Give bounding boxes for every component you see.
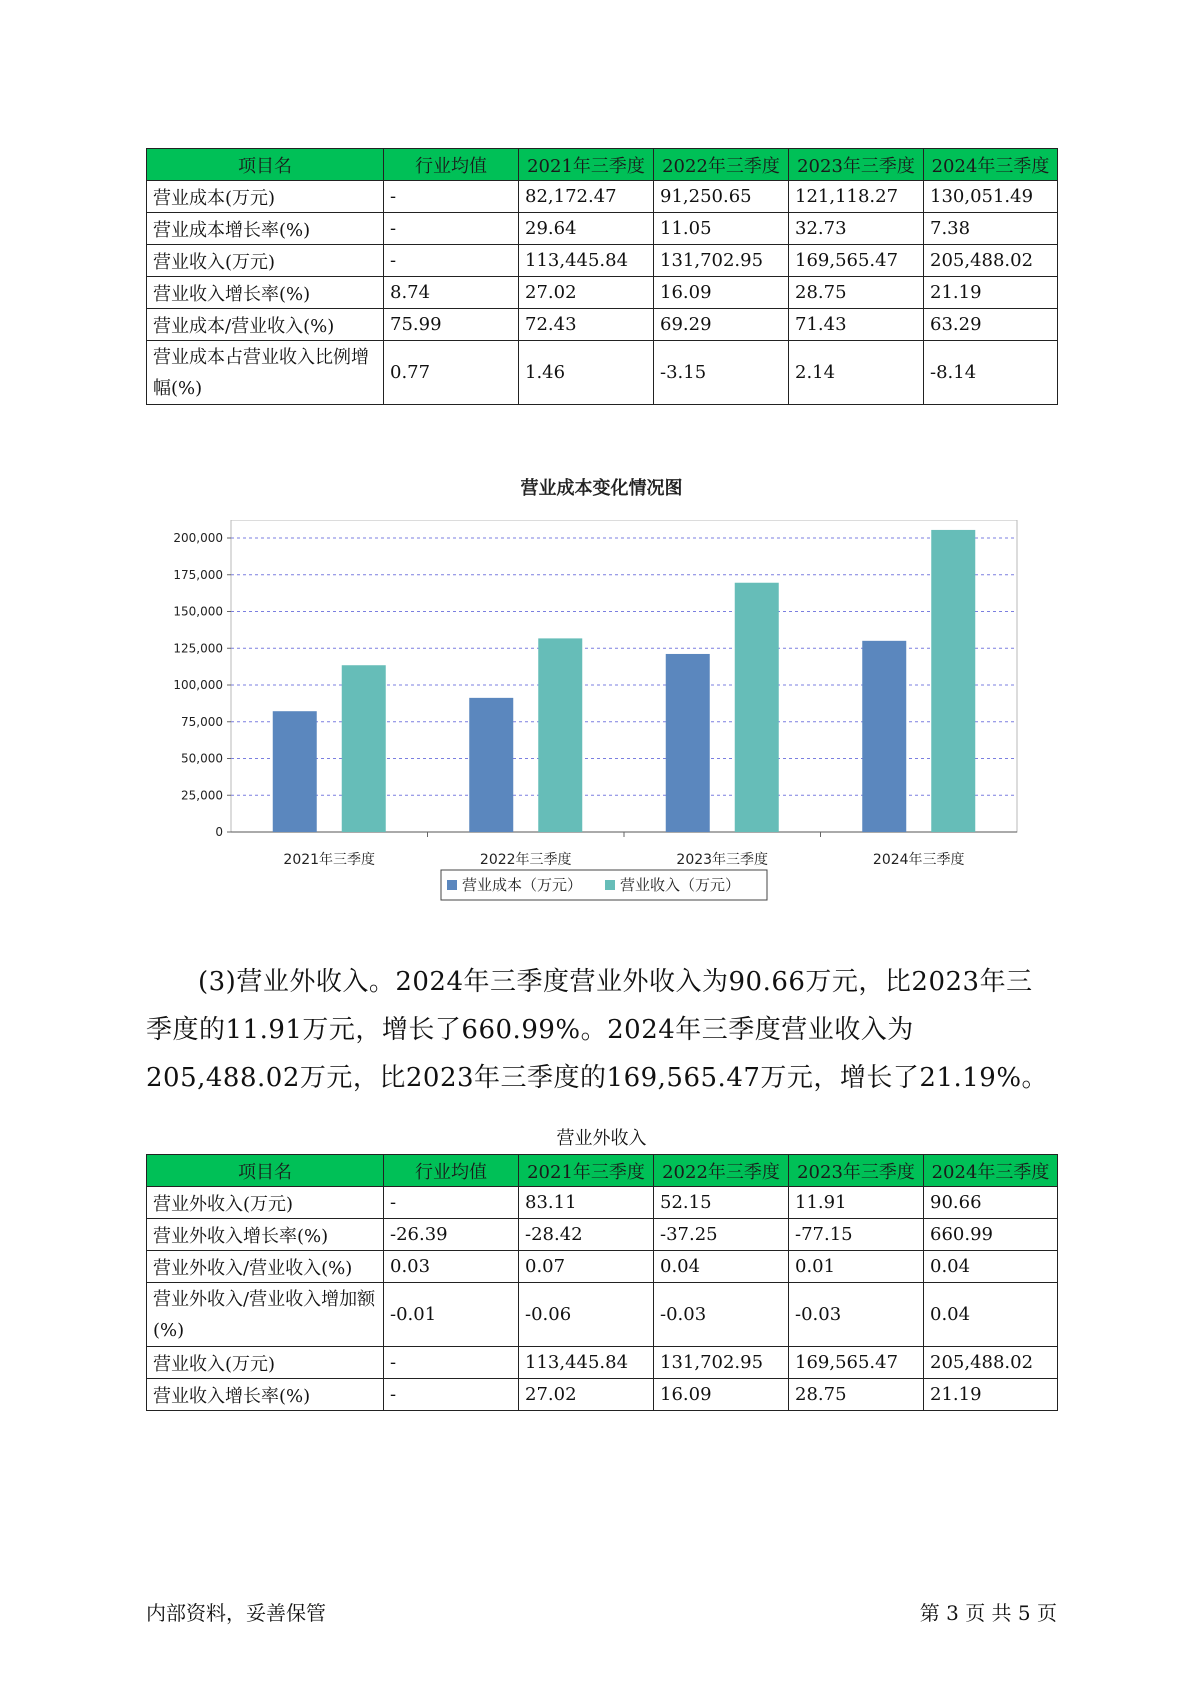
table-cell: 69.29 bbox=[654, 309, 789, 341]
table-cell: 0.07 bbox=[519, 1251, 654, 1283]
table-cell: 营业成本占营业收入比例增幅(%) bbox=[147, 341, 384, 405]
table-cell: 1.46 bbox=[519, 341, 654, 405]
table-cell: - bbox=[384, 1379, 519, 1411]
header-cell: 行业均值 bbox=[384, 1155, 519, 1187]
table-cell: 27.02 bbox=[519, 1379, 654, 1411]
table-cell: -37.25 bbox=[654, 1219, 789, 1251]
table-cell: 52.15 bbox=[654, 1187, 789, 1219]
table-cell: 0.03 bbox=[384, 1251, 519, 1283]
table-cell: 113,445.84 bbox=[519, 245, 654, 277]
cost-table bbox=[146, 148, 1058, 405]
table-cell: 28.75 bbox=[789, 1379, 924, 1411]
header-cell: 2021年三季度 bbox=[519, 149, 654, 181]
header-cell: 2022年三季度 bbox=[654, 149, 789, 181]
table-cell: 205,488.02 bbox=[924, 1347, 1058, 1379]
table-cell: - bbox=[384, 181, 519, 213]
table-cell: 131,702.95 bbox=[654, 1347, 789, 1379]
bar-revenue-2 bbox=[538, 638, 582, 832]
table-row bbox=[147, 181, 1058, 213]
bar-cost-1 bbox=[273, 711, 317, 832]
chart-title: 营业成本变化情况图 bbox=[520, 478, 683, 499]
table-cell: 131,702.95 bbox=[654, 245, 789, 277]
table-cell: 营业收入增长率(%) bbox=[147, 277, 384, 309]
x-axis-ticks bbox=[283, 832, 964, 868]
table-cell: 营业收入(万元) bbox=[147, 1347, 384, 1379]
table-caption: 营业外收入 bbox=[556, 1128, 647, 1149]
y-tick-label: 100,000 bbox=[173, 678, 223, 692]
y-tick-label: 25,000 bbox=[181, 788, 223, 803]
table-cell: 91,250.65 bbox=[654, 181, 789, 213]
table-cell: 0.77 bbox=[384, 341, 519, 405]
legend-label: 营业成本（万元） bbox=[462, 876, 583, 894]
table-cell: 83.11 bbox=[519, 1187, 654, 1219]
header-cell: 项目名 bbox=[147, 149, 384, 181]
y-tick-label: 0 bbox=[215, 825, 223, 839]
table-cell: 0.04 bbox=[924, 1251, 1058, 1283]
header-cell: 2024年三季度 bbox=[924, 1155, 1058, 1187]
bar-cost-3 bbox=[666, 654, 710, 832]
table-cell: 29.64 bbox=[519, 213, 654, 245]
bar-cost-2 bbox=[469, 698, 513, 832]
table-cell: 660.99 bbox=[924, 1219, 1058, 1251]
table-cell: 2.14 bbox=[789, 341, 924, 405]
table-cell: 16.09 bbox=[654, 1379, 789, 1411]
header-cell: 2023年三季度 bbox=[789, 149, 924, 181]
table-cell: 营业收入(万元) bbox=[147, 245, 384, 277]
table-cell: 169,565.47 bbox=[789, 1347, 924, 1379]
footer-confidential-note: 内部资料，妥善保管 bbox=[146, 1601, 326, 1625]
y-tick-label: 125,000 bbox=[173, 641, 223, 656]
bar-cost-4 bbox=[862, 641, 906, 832]
table-cell: 72.43 bbox=[519, 309, 654, 341]
header-cell: 2022年三季度 bbox=[654, 1155, 789, 1187]
header-cell: 2024年三季度 bbox=[924, 149, 1058, 181]
legend-label: 营业收入（万元） bbox=[620, 876, 741, 894]
table-cell: 113,445.84 bbox=[519, 1347, 654, 1379]
x-tick-label: 2023年三季度 bbox=[676, 852, 769, 868]
table-cell: - bbox=[384, 1347, 519, 1379]
legend-swatch bbox=[605, 880, 615, 890]
table-cell: -8.14 bbox=[924, 341, 1058, 405]
table-cell: -28.42 bbox=[519, 1219, 654, 1251]
table-cell: 8.74 bbox=[384, 277, 519, 309]
table-cell: 7.38 bbox=[924, 213, 1058, 245]
table-row bbox=[147, 309, 1058, 341]
table-cell: 90.66 bbox=[924, 1187, 1058, 1219]
table-row bbox=[147, 213, 1058, 245]
table-cell: -3.15 bbox=[654, 341, 789, 405]
table-cell: 63.29 bbox=[924, 309, 1058, 341]
table-cell: 21.19 bbox=[924, 1379, 1058, 1411]
table-row bbox=[147, 1251, 1058, 1283]
y-tick-label: 200,000 bbox=[173, 531, 223, 545]
table-cell: 121,118.27 bbox=[789, 181, 924, 213]
table-cell: -77.15 bbox=[789, 1219, 924, 1251]
table-cell: - bbox=[384, 213, 519, 245]
bar-revenue-3 bbox=[735, 583, 779, 832]
x-tick-label: 2024年三季度 bbox=[872, 852, 965, 868]
table-cell: -0.01 bbox=[384, 1283, 519, 1347]
y-tick-label: 175,000 bbox=[173, 567, 223, 582]
table-cell: 82,172.47 bbox=[519, 181, 654, 213]
table-row bbox=[147, 1379, 1058, 1411]
table-cell: 营业成本/营业收入(%) bbox=[147, 309, 384, 341]
header-cell: 行业均值 bbox=[384, 149, 519, 181]
bar-revenue-4 bbox=[931, 530, 975, 832]
y-tick-label: 75,000 bbox=[181, 714, 223, 729]
table-cell: 205,488.02 bbox=[924, 245, 1058, 277]
table-row bbox=[147, 341, 1058, 405]
table-cell: 0.04 bbox=[654, 1251, 789, 1283]
table-row bbox=[147, 1219, 1058, 1251]
table-cell: 营业成本(万元) bbox=[147, 181, 384, 213]
table-cell: 21.19 bbox=[924, 277, 1058, 309]
y-tick-label: 150,000 bbox=[173, 604, 223, 619]
table-row bbox=[147, 1347, 1058, 1379]
non-operating-income-table bbox=[146, 1154, 1058, 1411]
table-cell: 169,565.47 bbox=[789, 245, 924, 277]
table-row bbox=[147, 1283, 1058, 1347]
table-cell: -0.03 bbox=[654, 1283, 789, 1347]
table-cell: - bbox=[384, 1187, 519, 1219]
table-cell: 32.73 bbox=[789, 213, 924, 245]
table-row bbox=[147, 1187, 1058, 1219]
table-row bbox=[147, 245, 1058, 277]
y-axis-ticks bbox=[173, 531, 231, 839]
table-cell: 营业收入增长率(%) bbox=[147, 1379, 384, 1411]
table-cell: 11.91 bbox=[789, 1187, 924, 1219]
x-tick-label: 2022年三季度 bbox=[479, 852, 572, 868]
header-cell: 2021年三季度 bbox=[519, 1155, 654, 1187]
legend-swatch bbox=[447, 880, 457, 890]
table-cell: 营业外收入增长率(%) bbox=[147, 1219, 384, 1251]
legend bbox=[441, 870, 767, 900]
table-cell: 营业成本增长率(%) bbox=[147, 213, 384, 245]
body-paragraph: (3)营业外收入。2024年三季度营业外收入为90.66万元，比2023年三季度的11.91万元，增长了660.99%。2024年三季度营业收入为205,488.02万元，比2023年三季度的169,565.47万元，增长了21.19%。 bbox=[146, 967, 1049, 1093]
bar-revenue-1 bbox=[342, 665, 386, 832]
y-tick-label: 50,000 bbox=[181, 751, 223, 766]
header-cell: 项目名 bbox=[147, 1155, 384, 1187]
table-cell: 营业外收入(万元) bbox=[147, 1187, 384, 1219]
header-cell: 2023年三季度 bbox=[789, 1155, 924, 1187]
table-cell: 75.99 bbox=[384, 309, 519, 341]
table-cell: - bbox=[384, 245, 519, 277]
table-header-row bbox=[147, 149, 1058, 181]
x-tick-label: 2021年三季度 bbox=[283, 852, 376, 868]
footer-page-number: 第 3 页 共 5 页 bbox=[919, 1601, 1057, 1625]
table-cell: 27.02 bbox=[519, 277, 654, 309]
table-cell: -26.39 bbox=[384, 1219, 519, 1251]
table-cell: 营业外收入/营业收入增加额(%) bbox=[147, 1283, 384, 1347]
table-cell: 71.43 bbox=[789, 309, 924, 341]
table-cell: 130,051.49 bbox=[924, 181, 1058, 213]
table-cell: 营业外收入/营业收入(%) bbox=[147, 1251, 384, 1283]
table-cell: 28.75 bbox=[789, 277, 924, 309]
table-row bbox=[147, 277, 1058, 309]
table-cell: 0.01 bbox=[789, 1251, 924, 1283]
table-cell: 0.04 bbox=[924, 1283, 1058, 1347]
cost-bar-chart bbox=[146, 520, 1057, 920]
table-header-row bbox=[147, 1155, 1058, 1187]
table-cell: -0.06 bbox=[519, 1283, 654, 1347]
table-cell: -0.03 bbox=[789, 1283, 924, 1347]
table-cell: 16.09 bbox=[654, 277, 789, 309]
table-cell: 11.05 bbox=[654, 213, 789, 245]
